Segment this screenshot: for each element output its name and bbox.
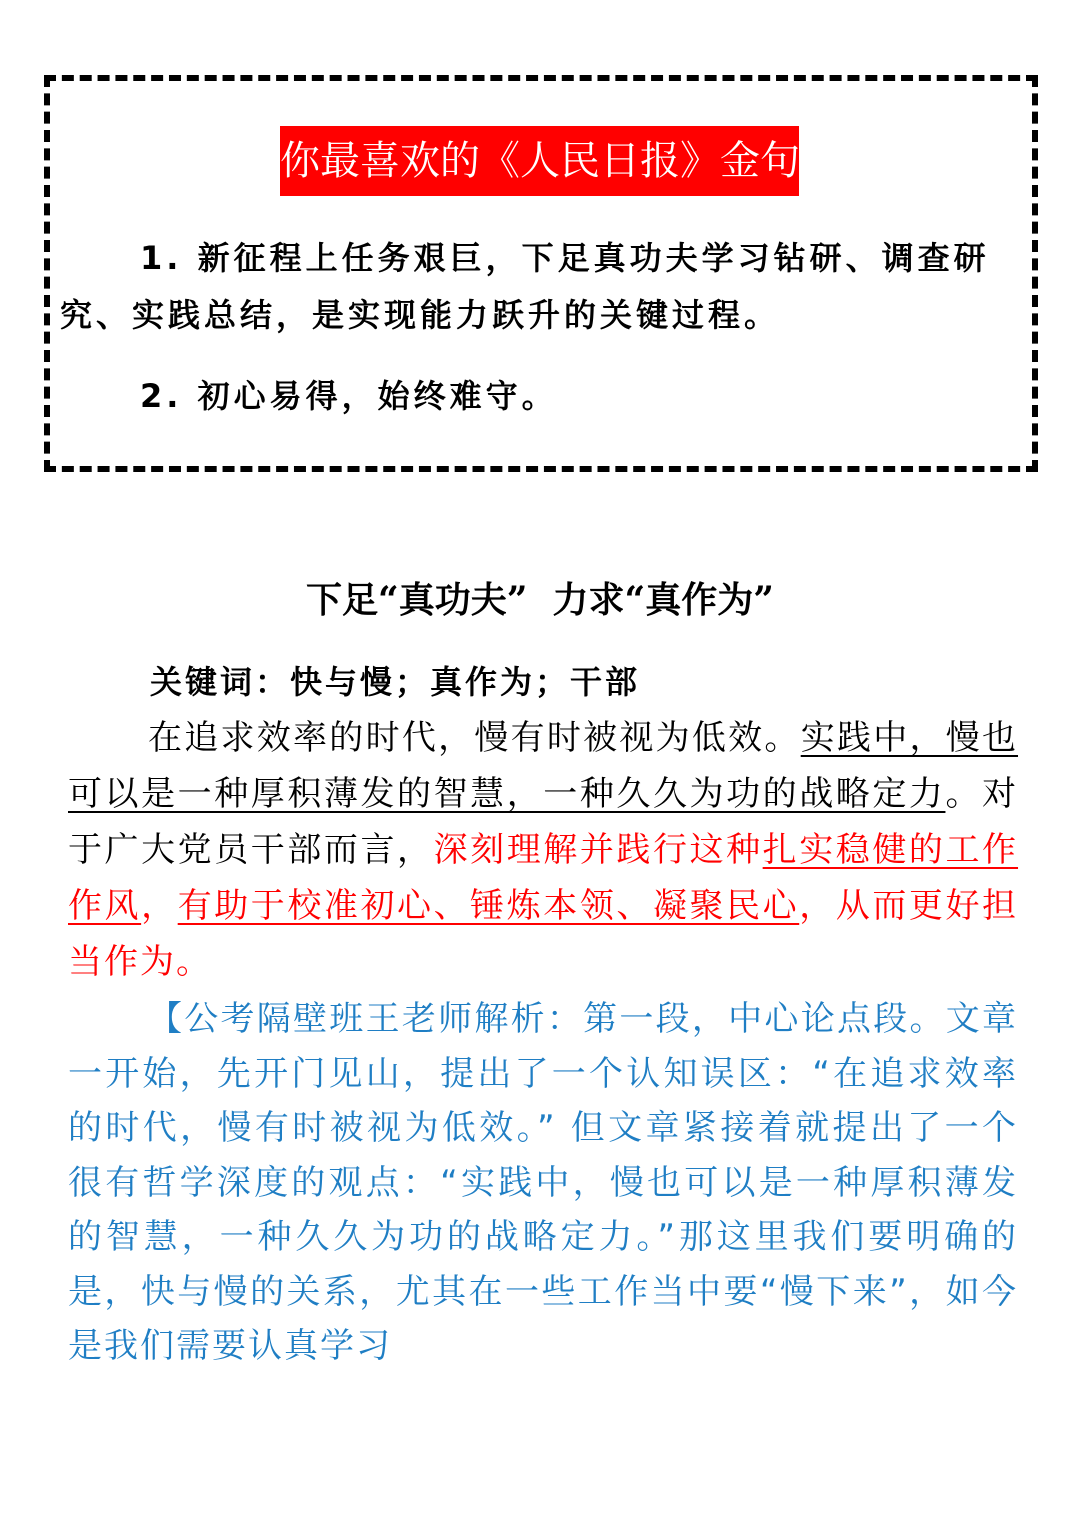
quote-item-1: 1. 新征程上任务艰巨，下足真功夫学习钻研、调查研究、实践总结，是实现能力跃升的关键过程。 bbox=[60, 239, 990, 334]
red-highlight-text: 深刻理解并践行这种 bbox=[433, 830, 763, 870]
red-underlined-text: 有助于校准初心、锤炼本领、凝聚民心 bbox=[177, 886, 800, 926]
teacher-analysis-paragraph: 【公考隔壁班王老师解析：第一段，中心论点段。文章一开始，先开门见山，提出了一个认知误区：“在追求效率的时代，慢有时被视为低效。” 但文章紧接着就提出了一个很有哲学深度的观点：“实践中，慢也可以是一种厚积薄发的智慧，一种久久为功的战略定力。”那这里我们要明确的是，快与慢的关系，尤其在一些工作当中要“慢下来”，如今是我们需要认真学习 bbox=[68, 999, 1018, 1366]
paragraph-1-segment: 在追求效率的时代，慢有时被视为低效。 bbox=[148, 718, 801, 758]
red-highlight-text: ， bbox=[141, 886, 178, 926]
article-keywords: 关键词：快与慢；真作为；干部 bbox=[150, 663, 641, 701]
red-underlined-text: 扎实稳健的工作作风 bbox=[68, 830, 1019, 926]
quote-box-title: 你最喜欢的《人民日报》金句 bbox=[280, 126, 799, 196]
underlined-thesis: 实践中，慢也可以是一种厚积薄发的智慧，一种久久为功的战略定力 bbox=[68, 718, 1019, 814]
article-paragraph-1 bbox=[68, 710, 1018, 990]
quote-item-2: 2. 初心易得，始终难守。 bbox=[140, 377, 558, 415]
paragraph-1-segment: 。对于广大党员干部而言， bbox=[68, 774, 1019, 870]
red-highlight-text: ，从而更好担当作为。 bbox=[68, 886, 1019, 982]
article-title: 下足“真功夫” 力求“真作为” bbox=[306, 579, 774, 621]
